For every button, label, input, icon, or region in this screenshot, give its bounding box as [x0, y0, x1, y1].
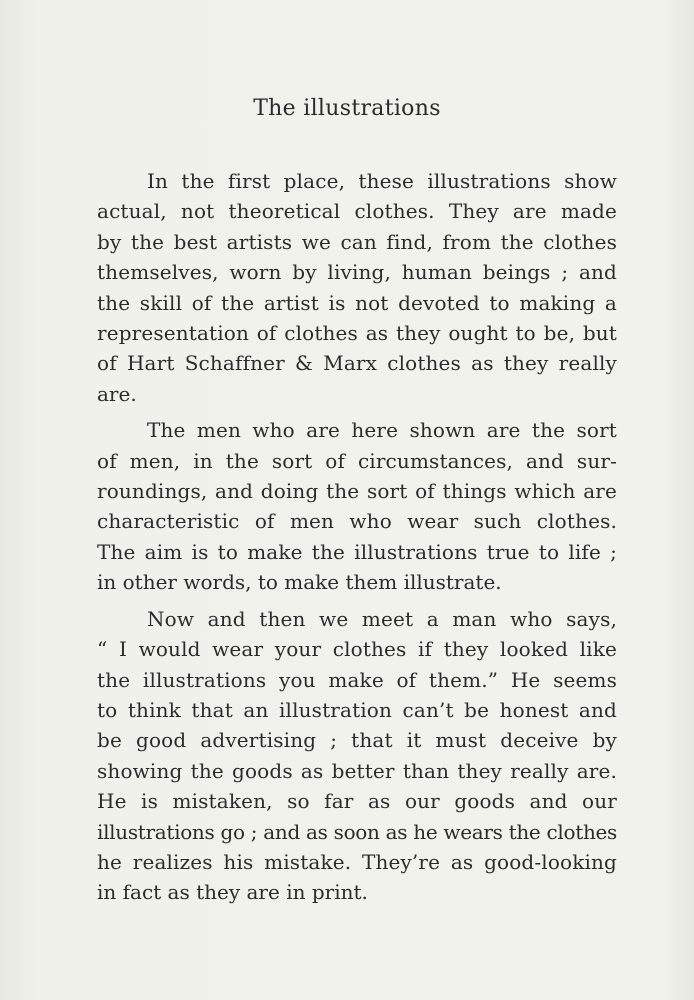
- text-line: by the best artists we can find, from the clothes: [97, 229, 617, 254]
- text-line: showing the goods as better than they really are.: [97, 758, 617, 783]
- text-line: in fact as they are in print.: [97, 880, 368, 905]
- paragraph-2: [97, 415, 617, 597]
- text-line: themselves, worn by living, human beings ; and: [97, 260, 617, 285]
- text-line: in other words, to make them illustrate.: [97, 570, 502, 595]
- text-line: “ I would wear your clothes if they looked like: [97, 637, 617, 662]
- text-line: The aim is to make the illustrations true to life ;: [97, 539, 617, 564]
- page-title: The illustrations: [253, 96, 441, 121]
- body-text: [97, 166, 617, 908]
- text-line: roundings, and doing the sort of things which are: [97, 479, 617, 504]
- paragraph-3: [97, 604, 617, 908]
- text-line: he realizes his mistake. They’re as good-looking: [97, 849, 617, 874]
- paragraph-1: [97, 166, 617, 409]
- text-line: representation of clothes as they ought to be, but: [97, 321, 617, 346]
- text-line: to think that an illustration can’t be honest and: [97, 697, 617, 722]
- text-line: actual, not theoretical clothes. They are made: [97, 199, 617, 224]
- text-line: of men, in the sort of circumstances, and sur-: [97, 448, 617, 473]
- text-line: He is mistaken, so far as our goods and our: [97, 789, 617, 814]
- text-line: Now and then we meet a man who says,: [147, 606, 617, 631]
- text-line: are.: [97, 381, 137, 406]
- text-line: of Hart Schaffner & Marx clothes as they really: [97, 351, 617, 376]
- text-line: In the first place, these illustrations show: [147, 169, 617, 193]
- text-line: illustrations go ; and as soon as he wears the clothes: [97, 819, 617, 844]
- text-line: the skill of the artist is not devoted to making a: [97, 290, 617, 315]
- text-line: The men who are here shown are the sort: [147, 418, 617, 443]
- text-line: be good advertising ; that it must deceive by: [97, 728, 617, 753]
- text-line: characteristic of men who wear such clothes.: [97, 509, 617, 534]
- text-line: the illustrations you make of them.” He seems: [97, 667, 617, 692]
